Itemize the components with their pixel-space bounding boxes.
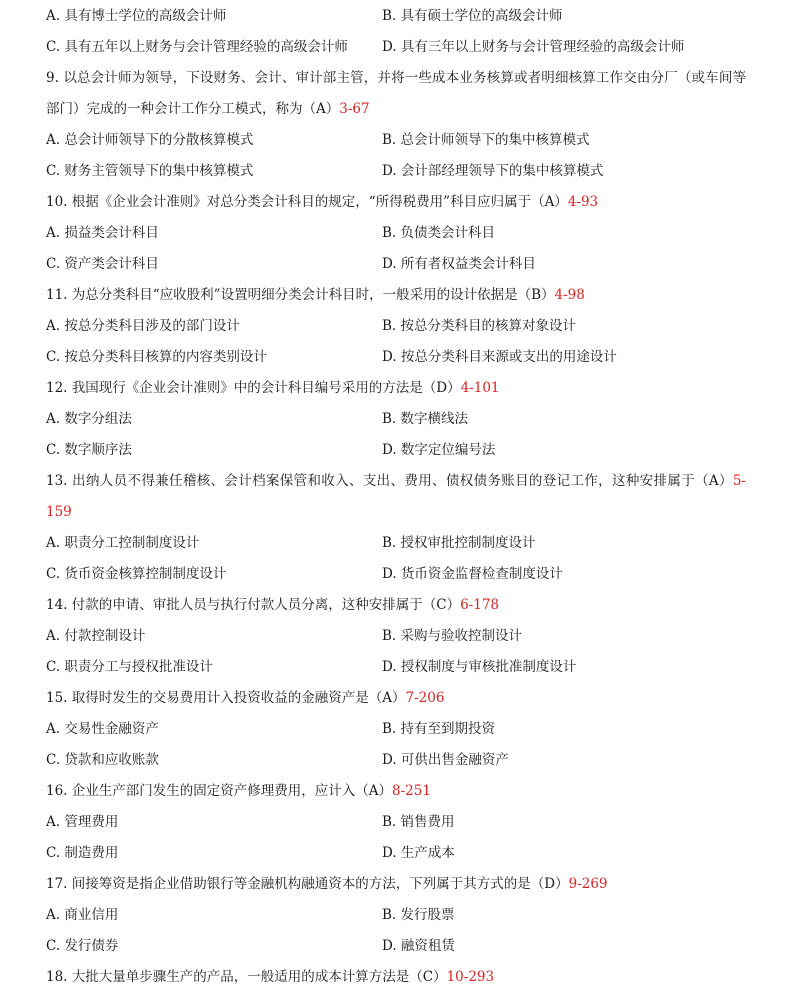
option-right: B. 数字横线法 [382,411,469,427]
option-right: D. 按总分类科目来源或支出的用途设计 [382,349,617,365]
option-left: A. 按总分类科目涉及的部门设计 [46,318,240,334]
option-right: D. 货币资金监督检查制度设计 [382,566,563,582]
option-left: C. 具有五年以上财务与会计管理经验的高级会计师 [46,39,348,55]
question-text [46,968,746,986]
option-left: C. 制造费用 [46,845,119,861]
page-reference: 6-178 [460,597,500,613]
question-text [46,689,746,707]
question-stem: 14. 付款的申请、审批人员与执行付款人员分离，这种安排属于（C） [46,597,461,613]
option-left: C. 按总分类科目核算的内容类别设计 [46,349,267,365]
question-stem: 17. 间接筹资是指企业借助银行等金融机构融通资本的方法，下列属于其方式的是（D） [46,876,569,892]
question-text [46,286,746,304]
page-reference: 4-101 [460,380,500,396]
option-left: A. 职责分工控制制度设计 [46,535,200,551]
option-left: A. 付款控制设计 [46,628,146,644]
option-right: B. 总会计师领导下的集中核算模式 [382,132,590,148]
option-right: B. 按总分类科目的核算对象设计 [382,318,577,334]
question-stem: 10. 根据《企业会计准则》对总分类会计科目的规定，“所得税费用”科目应归属于（A） [46,194,568,210]
option-right: B. 具有硕士学位的高级会计师 [382,8,563,24]
question-text [46,193,746,211]
option-right: D. 具有三年以上财务与会计管理经验的高级会计师 [382,39,685,55]
option-right: B. 采购与验收控制设计 [382,628,523,644]
page-reference: 4-93 [567,194,599,210]
option-left: C. 财务主管领导下的集中核算模式 [46,163,254,179]
page-reference: 9-269 [568,876,608,892]
question-text [46,379,746,397]
option-right: D. 融资租赁 [382,938,455,954]
option-left: C. 发行债券 [46,938,119,954]
page-reference: 5-159 [46,473,746,520]
option-right: D. 授权制度与审核批准制度设计 [382,659,577,675]
option-right: D. 所有者权益类会计科目 [382,256,536,272]
option-left: A. 商业信用 [46,907,119,923]
option-left: C. 货币资金核算控制制度设计 [46,566,227,582]
option-right: B. 发行股票 [382,907,455,923]
question-text [46,466,746,528]
question-stem: 15. 取得时发生的交易费用计入投资收益的金融资产是（A） [46,690,406,706]
page-reference: 4-98 [554,287,585,303]
option-right: B. 授权审批控制制度设计 [382,535,536,551]
option-left: A. 损益类会计科目 [46,225,159,241]
option-left: A. 交易性金融资产 [46,721,159,737]
page-reference: 3-67 [339,101,370,117]
option-left: A. 总会计师领导下的分散核算模式 [46,132,254,148]
question-stem: 16. 企业生产部门发生的固定资产修理费用，应计入（A） [46,783,393,799]
option-left: C. 贷款和应收账款 [46,752,159,768]
option-right: B. 持有至到期投资 [382,721,496,737]
question-stem: 18. 大批大量单步骤生产的产品，一般适用的成本计算方法是（C） [46,969,447,985]
option-right: D. 数字定位编号法 [382,442,496,458]
question-stem: 9. 以总会计师为领导，下设财务、会计、审计部主管，并将一些成本业务核算或者明细核算工作交由分厂（或车间等部门）完成的一种会计工作分工模式，称为（A） [46,70,746,117]
option-right: D. 生产成本 [382,845,455,861]
option-left: A. 数字分组法 [46,411,132,427]
option-left: C. 资产类会计科目 [46,256,159,272]
option-right: D. 可供出售金融资产 [382,752,509,768]
question-text [46,63,746,125]
question-text [46,596,746,614]
option-left: A. 具有博士学位的高级会计师 [46,8,227,24]
question-stem: 13. 出纳人员不得兼任稽核、会计档案保管和收入、支出、费用、债权债务账目的登记工作，这种安排属于（A） [46,473,733,489]
option-right: D. 会计部经理领导下的集中核算模式 [382,163,604,179]
option-left: C. 数字顺序法 [46,442,132,458]
option-right: B. 销售费用 [382,814,455,830]
question-stem: 12. 我国现行《企业会计准则》中的会计科目编号采用的方法是（D） [46,380,461,396]
option-left: C. 职责分工与授权批准设计 [46,659,213,675]
page-reference: 10-293 [446,969,495,985]
page-reference: 7-206 [405,690,445,706]
question-stem: 11. 为总分类科目“应收股利”设置明细分类会计科目时，一般采用的设计依据是（B） [46,287,555,303]
option-left: A. 管理费用 [46,814,119,830]
question-text [46,782,746,800]
question-text [46,875,746,893]
page-reference: 8-251 [392,783,431,799]
option-right: B. 负债类会计科目 [382,225,496,241]
